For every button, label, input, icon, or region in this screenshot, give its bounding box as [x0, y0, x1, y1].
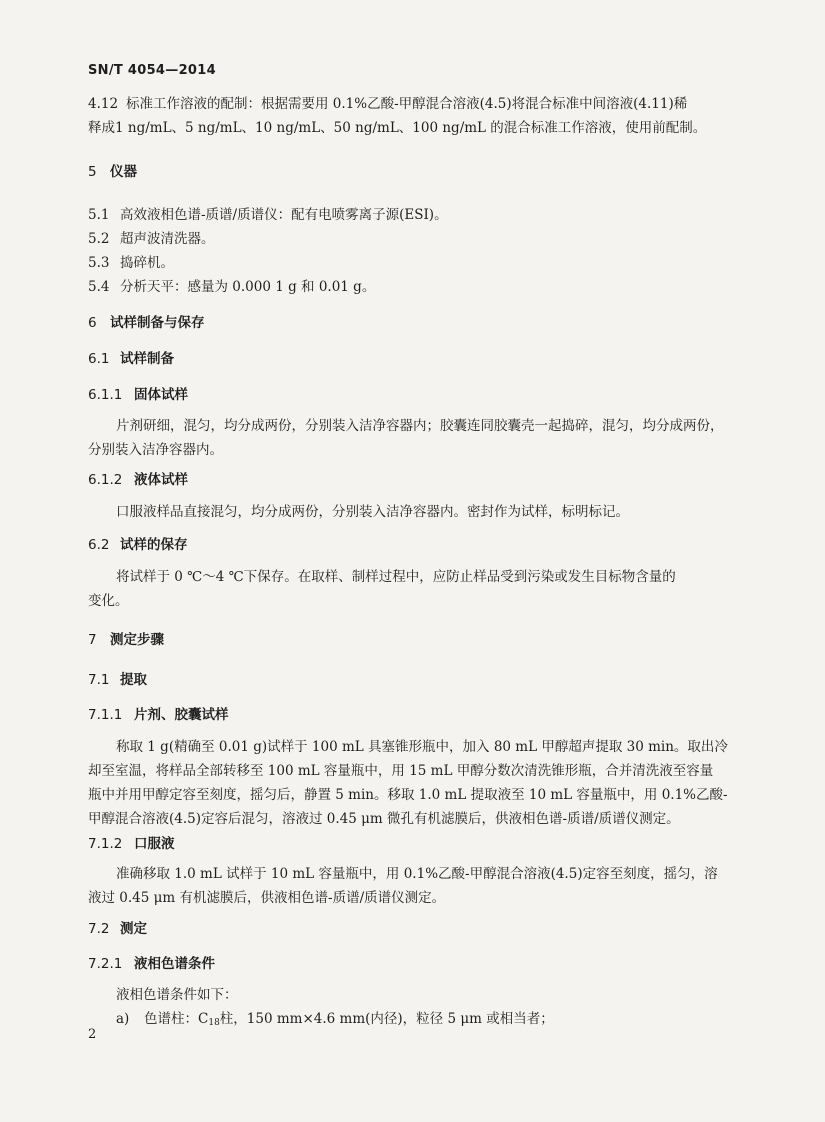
paragraph-line: 液过 0.45 μm 有机滤膜后，供液相色谱-质谱/质谱仪测定。 [88, 890, 446, 906]
clause-5-3 [88, 251, 736, 275]
section-number: 7.1 [88, 672, 110, 688]
paragraph-line: 变化。 [88, 593, 129, 609]
section-title: 试样的保存 [120, 537, 188, 553]
page-number: 2 [88, 1027, 97, 1042]
paragraph-line: 将试样于 0 ℃～4 ℃下保存。在取样、制样过程中，应防止样品受到污染或发生目标物含量的 [116, 569, 676, 585]
paragraph-6-1-2 [88, 500, 736, 524]
subscript: 18 [208, 1018, 220, 1028]
paragraph-line: 分别装入洁净容器内。 [88, 442, 223, 458]
clause-number: 5.2 [88, 231, 110, 247]
paragraph-7-1-1 [88, 735, 736, 831]
section-7-1-heading [88, 668, 736, 692]
list-text: 柱，150 mm×4.6 mm(内径)，粒径 5 μm 或相当者； [219, 1011, 554, 1027]
section-number: 7.2.1 [88, 956, 123, 972]
section-title: 固体试样 [134, 387, 188, 403]
section-title: 试样制备 [120, 351, 174, 367]
clause-text: 分析天平：感量为 0.000 1 g 和 0.01 g。 [120, 279, 376, 295]
paragraph-line: 口服液样品直接混匀，均分成两份，分别装入洁净容器内。密封作为试样，标明标记。 [116, 504, 629, 520]
section-title: 片剂、胶囊试样 [134, 707, 229, 723]
paragraph-line: 甲醇混合溶液(4.5)定容后混匀，溶液过 0.45 μm 微孔有机滤膜后，供液相色谱-质谱/质谱仪测定。 [88, 811, 680, 827]
clause-5-4 [88, 275, 736, 299]
section-7-1-2-heading [88, 832, 736, 856]
section-number: 6.1 [88, 351, 110, 367]
list-text: 色谱柱：C [144, 1011, 209, 1027]
standard-number: SN/T 4054—2014 [88, 63, 216, 78]
section-number: 7 [88, 632, 97, 648]
section-5-heading [88, 160, 736, 184]
paragraph-7-2-1 [88, 983, 736, 1035]
section-6-1-heading [88, 347, 736, 371]
section-title: 提取 [120, 672, 147, 688]
paragraph-line: 称取 1 g(精确至 0.01 g)试样于 100 mL 具塞锥形瓶中，加入 80 mL 甲醇超声提取 30 min。取出冷 [116, 739, 728, 755]
clause-number: 4.12 [88, 96, 119, 112]
section-number: 7.2 [88, 921, 110, 937]
clause-number: 5.1 [88, 207, 110, 223]
section-title: 液相色谱条件 [134, 956, 215, 972]
section-title: 口服液 [134, 836, 175, 852]
section-6-heading [88, 311, 736, 335]
section-7-2-heading [88, 917, 736, 941]
clause-text: 高效液相色谱-质谱/质谱仪：配有电喷雾离子源(ESI)。 [120, 207, 448, 223]
paragraph-line: 却至室温，将样品全部转移至 100 mL 容量瓶中，用 15 mL 甲醇分数次清洗锥形瓶，合并清洗液至容量 [88, 763, 714, 779]
section-7-heading [88, 628, 736, 652]
paragraph-6-1-1 [88, 414, 736, 462]
paragraph-line: 片剂研细，混匀，均分成两份，分别装入洁净容器内；胶囊连同胶囊壳一起捣碎，混匀，均分成两份， [116, 418, 724, 434]
clause-number: 5.3 [88, 255, 110, 271]
section-7-1-1-heading [88, 703, 736, 727]
paragraph-line: 液相色谱条件如下： [116, 987, 238, 1003]
clause-4-12-line1 [88, 92, 736, 116]
section-6-1-1-heading [88, 383, 736, 407]
section-title: 测定 [120, 921, 147, 937]
clause-4-12-line2: 释成1 ng/mL、5 ng/mL、10 ng/mL、50 ng/mL、100 ng/mL 的混合标准工作溶液，使用前配制。 [88, 120, 707, 136]
clause-text: 标准工作溶液的配制：根据需要用 0.1%乙酸-甲醇混合溶液(4.5)将混合标准中间溶液(4.11)稀 [126, 96, 688, 112]
section-number: 6.1.1 [88, 387, 123, 403]
section-number: 5 [88, 164, 97, 180]
paragraph-7-1-2 [88, 862, 736, 910]
section-6-2-heading [88, 533, 736, 557]
paragraph-line: 准确移取 1.0 mL 试样于 10 mL 容量瓶中，用 0.1%乙酸-甲醇混合溶液(4.5)定容至刻度，摇匀，溶 [116, 866, 718, 882]
section-number: 6.1.2 [88, 472, 123, 488]
section-number: 7.1.1 [88, 707, 123, 723]
section-7-2-1-heading [88, 952, 736, 976]
clause-4-12 [88, 92, 736, 140]
clause-number: 5.4 [88, 279, 110, 295]
section-title: 仪器 [110, 164, 137, 180]
section-title: 测定步骤 [110, 632, 164, 648]
clause-5-2 [88, 227, 736, 251]
clause-text: 捣碎机。 [120, 255, 174, 271]
list-item-a [88, 1007, 736, 1035]
section-title: 液体试样 [134, 472, 188, 488]
clause-5-1 [88, 203, 736, 227]
section-6-1-2-heading [88, 468, 736, 492]
paragraph-6-2 [88, 565, 736, 613]
list-label: a) [116, 1011, 130, 1027]
section-number: 6 [88, 315, 97, 331]
section-title: 试样制备与保存 [110, 315, 205, 331]
section-number: 7.1.2 [88, 836, 123, 852]
paragraph-line: 瓶中并用甲醇定容至刻度，摇匀后，静置 5 min。移取 1.0 mL 提取液至 10 mL 容量瓶中，用 0.1%乙酸- [88, 787, 728, 803]
clause-5-list [88, 203, 736, 299]
section-number: 6.2 [88, 537, 110, 553]
clause-text: 超声波清洗器。 [120, 231, 215, 247]
